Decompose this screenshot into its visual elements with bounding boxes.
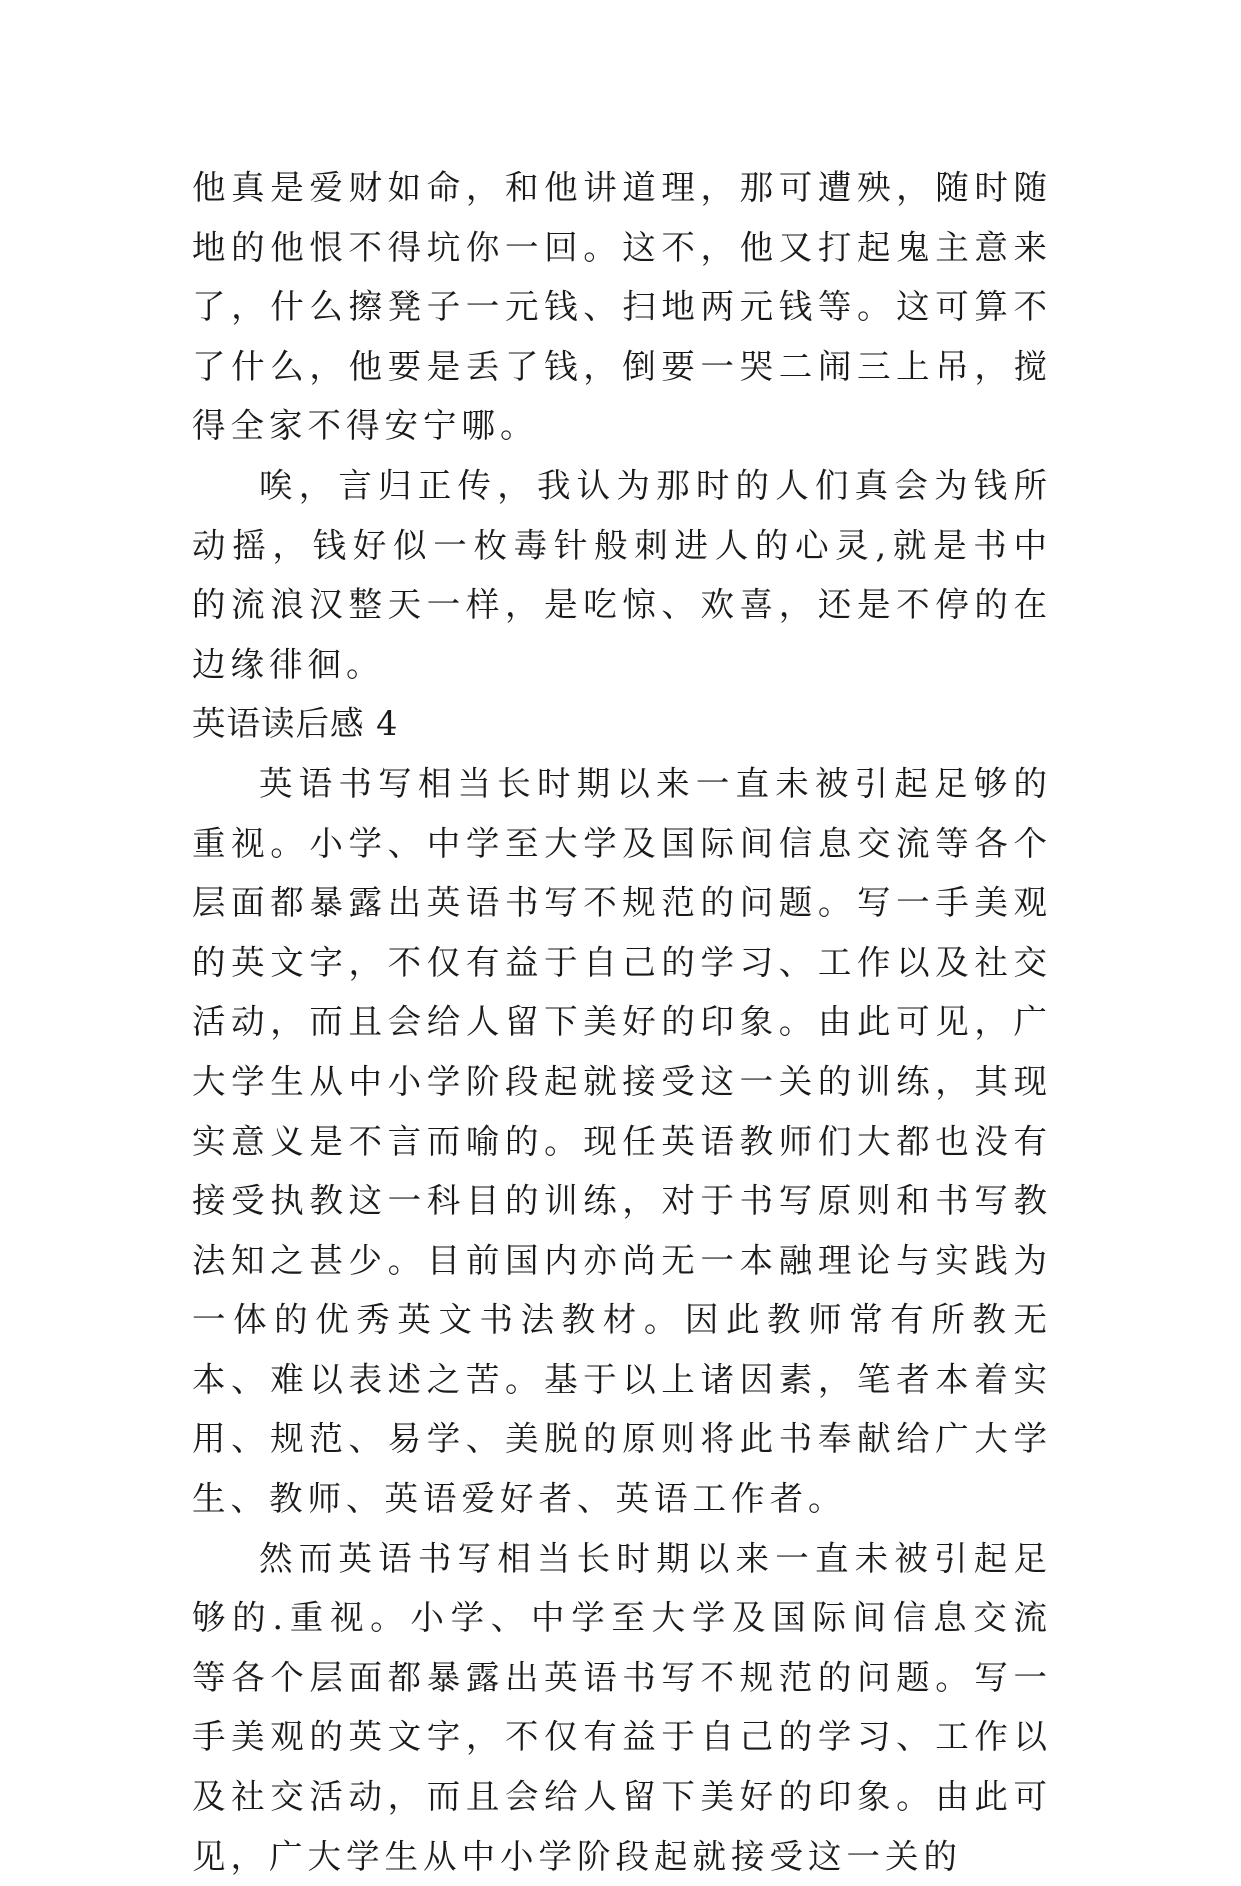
paragraph-2: 唉，言归正传，我认为那时的人们真会为钱所动摇，钱好似一枚毒针般刺进人的心灵,就是书中的流浪汉整天一样，是吃惊、欢喜，还是不停的在边缘徘徊。: [192, 465, 1052, 684]
paragraph-1: 他真是爱财如命，和他讲道理，那可遭殃，随时随地的他恨不得坑你一回。这不，他又打起鬼主意来了，什么擦凳子一元钱、扫地两元钱等。这可算不了什么，他要是丢了钱，倒要一哭二闹三上吊，搅得全家不得安宁哪。: [192, 168, 1052, 446]
document-page: [192, 158, 1052, 1886]
paragraph-3: 英语书写相当长时期以来一直未被引起足够的重视。小学、中学至大学及国际间信息交流等各个层面都暴露出英语书写不规范的问题。写一手美观的英文字，不仅有益于自己的学习、工作以及社交活动，而且会给人留下美好的印象。由此可见，广大学生从中小学阶段起就接受这一关的训练，其现实意义是不言而喻的。现任英语教师们大都也没有接受执教这一科目的训练，对于书写原则和书写教法知之甚少。目前国内亦尚无一本融理论与实践为一体的优秀英文书法教材。因此教师常有所教无本、难以表述之苦。基于以上诸因素，笔者本着实用、规范、易学、美脱的原则将此书奉献给广大学生、教师、英语爱好者、英语工作者。: [192, 763, 1052, 1519]
paragraph-4: 然而英语书写相当长时期以来一直未被引起足够的.重视。小学、中学至大学及国际间信息交流等各个层面都暴露出英语书写不规范的问题。写一手美观的英文字，不仅有益于自己的学习、工作以及社交活动，而且会给人留下美好的印象。由此可见，广大学生从中小学阶段起就接受这一关的: [192, 1538, 1052, 1876]
section-heading: 英语读后感 4: [192, 704, 399, 744]
